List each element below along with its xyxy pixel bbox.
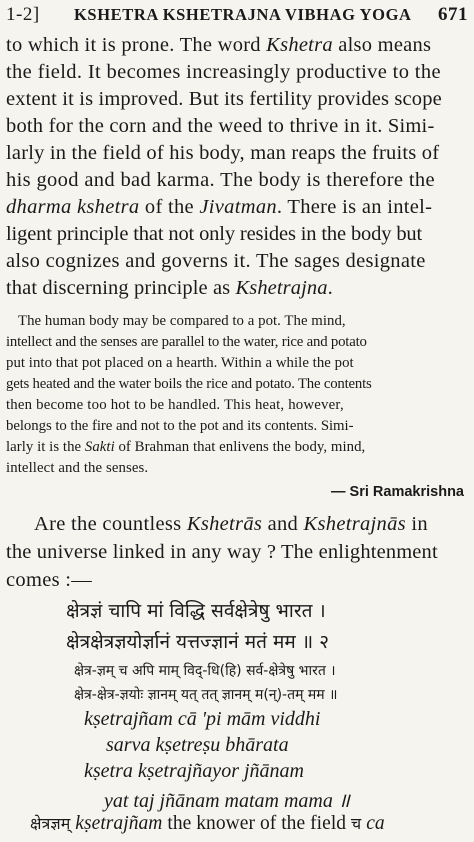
- quote-line: then become too hot to be handled. This heat, however,: [6, 397, 344, 413]
- text-line: to which it is prone. The word Kshetra also means: [6, 34, 432, 56]
- text-line: both for the corn and the weed to thrive in it. Simi-: [6, 115, 435, 137]
- word-split-line: क्षेत्र-ज्ञम् च अपि माम् विद्-धि(हि) सर्व-क्षेत्रेषु भारत ।: [74, 663, 336, 679]
- quote-line: intellect and the senses are parallel to the water, rice and potato: [6, 334, 367, 350]
- transliteration-line: sarva kṣetreṣu bhārata: [106, 734, 289, 756]
- text-line: dharma kshetra of the Jivatman. There is an intel-: [6, 196, 433, 218]
- text-line: also cognizes and governs it. The sages designate: [6, 250, 426, 272]
- transliteration-line: kṣetrajñam cā 'pi mām viddhi: [84, 708, 321, 730]
- chapter-title: KSHETRA KSHETRAJNA VIBHAG YOGA: [74, 5, 412, 24]
- page-number: 671: [438, 4, 468, 25]
- quote-line: belongs to the fire and not to the pot and its contents. Simi-: [6, 418, 354, 434]
- verse-sanskrit-line: क्षेत्रक्षेत्रज्ञयोर्ज्ञानं यत्तज्ज्ञानं मतं मम ॥ २: [66, 631, 330, 653]
- transliteration-line: kṣetra kṣetrajñayor jñānam: [84, 760, 304, 782]
- text-line: comes :—: [6, 569, 93, 591]
- text-line: his good and bad karma. The body is therefore the: [6, 169, 435, 191]
- quote-line: larly it is the Sakti of Brahman that enlivens the body, mind,: [6, 439, 366, 455]
- quote-line: put into that pot placed on a hearth. Within a while the pot: [6, 355, 354, 371]
- text-line: ligent principle that not only resides in the body but: [6, 223, 423, 245]
- text-line: larly in the field of his body, man reaps the fruits of: [6, 142, 440, 164]
- quote-line: gets heated and the water boils the rice and potato. The contents: [6, 376, 372, 392]
- chapter-verse-ref: 1-2]: [6, 4, 40, 25]
- quote-attribution: — Sri Ramakrishna: [331, 484, 464, 500]
- verse-sanskrit-line: क्षेत्रज्ञं चापि मां विद्धि सर्वक्षेत्रेषु भारत ।: [66, 600, 326, 622]
- text-line: the field. It becomes increasingly productive to the: [6, 61, 441, 83]
- word-split-line: क्षेत्र-क्षेत्र-ज्ञयोः ज्ञानम् यत् तत् ज्ञानम् म(न्)-तम् मम ॥: [74, 687, 338, 703]
- gloss-line: क्षेत्रज्ञम् kṣetrajñam the knower of the field च ca: [30, 813, 385, 834]
- text-line: extent it is improved. But its fertility provides scope: [6, 88, 442, 110]
- text-line: Are the countless Kshetrās and Kshetrajnās in: [34, 513, 428, 535]
- quote-line: The human body may be compared to a pot. The mind,: [18, 313, 346, 329]
- text-line: the universe linked in any way ? The enlightenment: [6, 541, 438, 563]
- running-header: [6, 4, 468, 32]
- text-line: that discerning principle as Kshetrajna.: [6, 277, 333, 299]
- transliteration-line: yat taj jñānam matam mama ॥: [104, 790, 350, 812]
- quote-line: intellect and the senses.: [6, 460, 149, 476]
